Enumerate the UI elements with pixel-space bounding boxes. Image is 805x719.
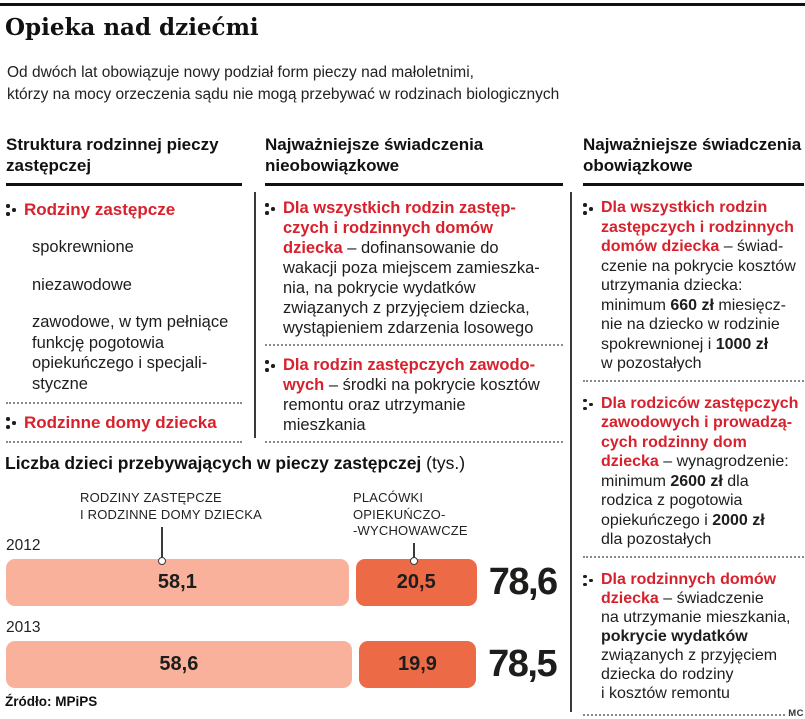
column-divider-2 [570,192,572,712]
tridot-bullet-icon [6,417,18,430]
tridot-bullet-icon [583,203,595,216]
subtitle-line-2: którzy na mocy orzeczenia sądu nie mogą przebywać w rodzinach biologicznych [7,85,560,103]
subtitle [7,62,559,105]
dotted-divider [6,402,242,404]
list-item-all-families-benefit: Dla wszystkich rodzin zastęp- czych i rodzinnych domów dziecka – dofinansowanie do wakacji poza miejscem zamieszka- nia, na pokrycie wydatków związanych z przyjęciem dziecka, wystąpieniem zdarzenia losowego [265,198,563,338]
bar-segment-families [6,559,349,606]
top-rule [0,3,805,6]
column-nonobligatory-benefits [265,134,563,443]
year-label: 2012 [6,537,41,554]
bar-value-label: 20,5 [396,571,436,593]
list-item-professional-families-benefit: Dla rodzin zastępczych zawodo- wych – środki na pokrycie kosztów remontu oraz utrzymanie mieszkania [265,355,563,435]
tridot-bullet-icon [265,203,277,216]
total-label: 78,6 [488,561,557,603]
column-foster-structure [6,134,242,443]
chart-title: Liczba dzieci przebywających w pieczy zastępczej (tys.) [5,453,466,473]
tridot-bullet-icon [6,204,18,217]
bar-value-label: 58,6 [159,653,199,675]
column-header: Najważniejsze świadczenia nieobowiązkowe [265,135,484,175]
list-item-foster-families: Rodziny zastępcze [6,199,242,220]
bar-segment-facilities [359,641,476,688]
chart-row-2012 [6,536,557,606]
pointer-dot-2 [410,557,418,565]
total-label: 78,5 [488,643,557,685]
list-item-family-childrens-homes: Rodzinne domy dziecka [6,412,242,433]
header-rule [265,183,563,186]
year-label: 2013 [6,619,41,636]
pointer-dot-1 [158,557,166,565]
dotted-divider [583,714,785,716]
series-label-foster-families: RODZINY ZASTĘPCZE I RODZINNE DOMY DZIECKA [80,490,263,522]
chart-row-2013 [6,618,556,688]
bar-value-label: 19,9 [397,653,437,675]
bar-value-label: 58,1 [157,571,197,593]
header-rule [583,183,804,186]
bar-segment-families [6,641,352,688]
dotted-divider [583,380,804,382]
column-header: Najważniejsze świadczenia obowiązkowe [583,135,802,175]
page-title: Opieka nad dziećmi [5,14,259,41]
tridot-bullet-icon [583,399,595,412]
column-header: Struktura rodzinnej pieczy zastępczej [6,135,219,175]
dotted-divider [265,344,563,346]
bottom-divider [583,708,804,719]
subtitle-line-1: Od dwóch lat obowiązuje nowy podział form pieczy nad małoletnimi, [7,64,474,81]
list-item-family-home-benefit: Dla rodzinnych domów dziecka – świadczenie na utrzymanie mieszkania, pokrycie wydatków związanych z przyjęciem dziecka do rodziny i kosztów remontu [583,570,804,703]
credit-initials: MC [788,707,804,719]
tridot-bullet-icon [265,360,277,373]
dotted-divider [583,556,804,558]
column-obligatory-benefits [583,134,804,719]
column-divider-1 [254,192,256,438]
list-subitem-nonprofessional: niezawodowe [32,275,132,294]
series-label-care-facilities: PLACÓWKI OPIEKUŃCZO- -WYCHOWAWCZE [353,490,468,538]
list-item-maintenance-benefit: Dla wszystkich rodzin zastępczych i rodzinnych domów dziecka – świad- czenie na pokrycie kosztów utrzymania dziecka: minimum 660 zł miesięcz- nie na dziecko w rodzinie spokrewnionej i 1000 zł w pozostałych [583,198,804,374]
header-rule [6,183,242,186]
source-note: Źródło: MPiPS [5,694,98,709]
tridot-bullet-icon [583,575,595,588]
list-subitem-related: spokrewnione [32,238,134,256]
dotted-divider [265,441,563,443]
list-subitem-professional: zawodowe, w tym pełniące funkcję pogotowia opiekuńczego i specjali- styczne [32,313,229,393]
bar-segment-facilities [356,559,477,606]
dotted-divider [6,441,242,443]
list-item-salary-benefit: Dla rodziców zastępczych zawodowych i prowadzą- cych rodzinny dom dziecka – wynagrodzenie: minimum 2600 zł dla rodzica z pogotowia opiekuńczego i 2000 zł dla pozostałych [583,394,804,550]
